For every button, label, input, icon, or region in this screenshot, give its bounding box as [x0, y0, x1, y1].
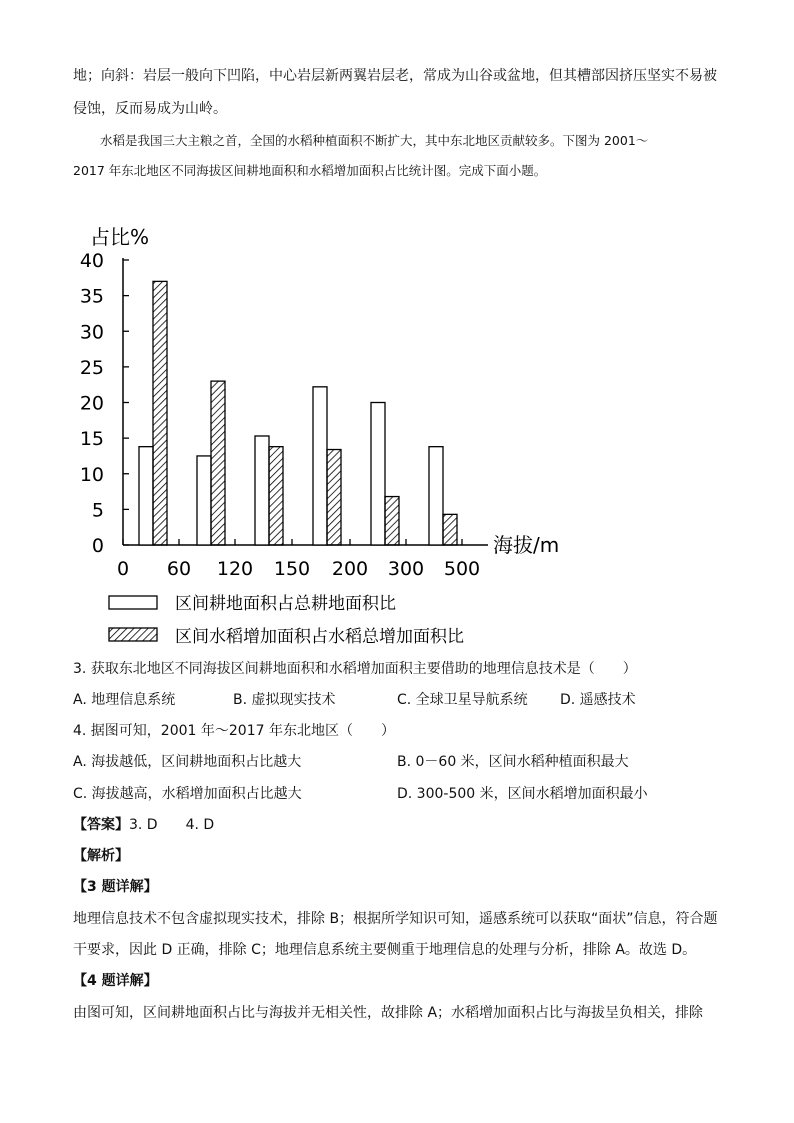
q4-option-a: A. 海拔越低，区间耕地面积占比越大 [73, 754, 302, 770]
y-tick-label: 35 [80, 285, 104, 308]
y-tick-label: 10 [80, 463, 104, 486]
detail3-label: 【3 题详解】 [73, 879, 158, 895]
q3-stem: 3. 获取东北地区不同海拔区间耕地面积和水稻增加面积主要借助的地理信息技术是（ ） [73, 661, 637, 677]
bar-farmland-share [371, 403, 385, 546]
q3-option-a: A. 地理信息系统 [73, 692, 176, 708]
answer-label: 【答案】 [73, 817, 129, 833]
bar-rice-increase-share [153, 281, 167, 545]
q3-option-d: D. 遥感技术 [560, 692, 636, 708]
answer-line [73, 815, 214, 835]
y-tick-label: 30 [80, 321, 104, 344]
x-tick-label: 500 [443, 558, 481, 580]
bar-rice-increase-share [327, 450, 341, 545]
x-tick-label: 300 [387, 558, 425, 580]
x-tick-label: 150 [273, 558, 311, 580]
legend-label-farmland: 区间耕地面积占总耕地面积比 [175, 594, 396, 614]
q4-option-c: C. 海拔越高，水稻增加面积占比越大 [73, 786, 302, 802]
text-line-1: 地；向斜：岩层一般向下凹陷，中心岩层新两翼岩层老，常成为山谷或盆地，但其槽部因挤压坚实不易被 [73, 68, 717, 84]
x-tick-label: 120 [216, 558, 254, 580]
intro-line-1: 水稻是我国三大主粮之首，全国的水稻种植面积不断扩大，其中东北地区贡献较多。下图为 2001～ [100, 133, 649, 148]
analysis-label: 【解析】 [73, 848, 129, 864]
q4-option-b: B. 0－60 米，区间水稻种植面积最大 [397, 754, 629, 770]
y-tick-label: 40 [80, 250, 104, 272]
bar-farmland-share [197, 456, 211, 545]
bar-rice-increase-share [269, 447, 283, 545]
q4-stem: 4. 据图可知，2001 年～2017 年东北地区（ ） [73, 723, 395, 739]
legend-label-rice: 区间水稻增加面积占水稻总增加面积比 [175, 627, 464, 647]
y-tick-label: 25 [80, 356, 104, 379]
x-tick-label: 0 [116, 558, 130, 580]
legend-swatch-rice [109, 628, 157, 641]
bar-rice-increase-share [443, 514, 457, 545]
detail4-label: 【4 题详解】 [73, 973, 158, 989]
bar-farmland-share [139, 447, 153, 545]
intro-line-2: 2017 年东北地区不同海拔区间耕地面积和水稻增加面积占比统计图。完成下面小题。 [73, 163, 547, 178]
q3-option-b: B. 虚拟现实技术 [233, 692, 336, 708]
y-tick-label: 0 [91, 535, 104, 557]
y-tick-label: 15 [80, 428, 104, 451]
bar-farmland-share [313, 387, 327, 545]
q3-option-c: C. 全球卫星导航系统 [397, 692, 528, 708]
detail3-para-line-1: 地理信息技术不包含虚拟现实技术，排除 B；根据所学知识可知，遥感系统可以获取“面状”信息，符合题 [73, 911, 718, 927]
q4-option-d: D. 300-500 米，区间水稻增加面积最小 [397, 786, 648, 802]
detail3-para-line-2: 干要求，因此 D 正确，排除 C；地理信息系统主要侧重于地理信息的处理与分析，排除 A。故选 D。 [73, 942, 697, 958]
bar-farmland-share [255, 436, 269, 545]
detail4-para-line-1: 由图可知，区间耕地面积占比与海拔并无相关性，故排除 A；水稻增加面积占比与海拔呈负相关，排除 [73, 1005, 704, 1021]
legend-swatch-farmland [109, 596, 157, 609]
bar-rice-increase-share [385, 497, 399, 545]
x-tick-label: 60 [166, 558, 192, 580]
answer-value: 3. D 4. D [129, 817, 215, 833]
x-tick-label: 200 [331, 558, 369, 580]
x-axis-label: 海拔/m [493, 533, 560, 557]
bar-rice-increase-share [211, 381, 225, 545]
y-tick-label: 5 [91, 499, 104, 522]
bar-farmland-share [429, 447, 443, 545]
y-axis-label: 占比% [90, 225, 150, 249]
elevation-bar-chart [80, 215, 600, 655]
y-tick-label: 20 [80, 392, 104, 415]
text-line-2: 侵蚀，反而易成为山岭。 [73, 101, 227, 117]
